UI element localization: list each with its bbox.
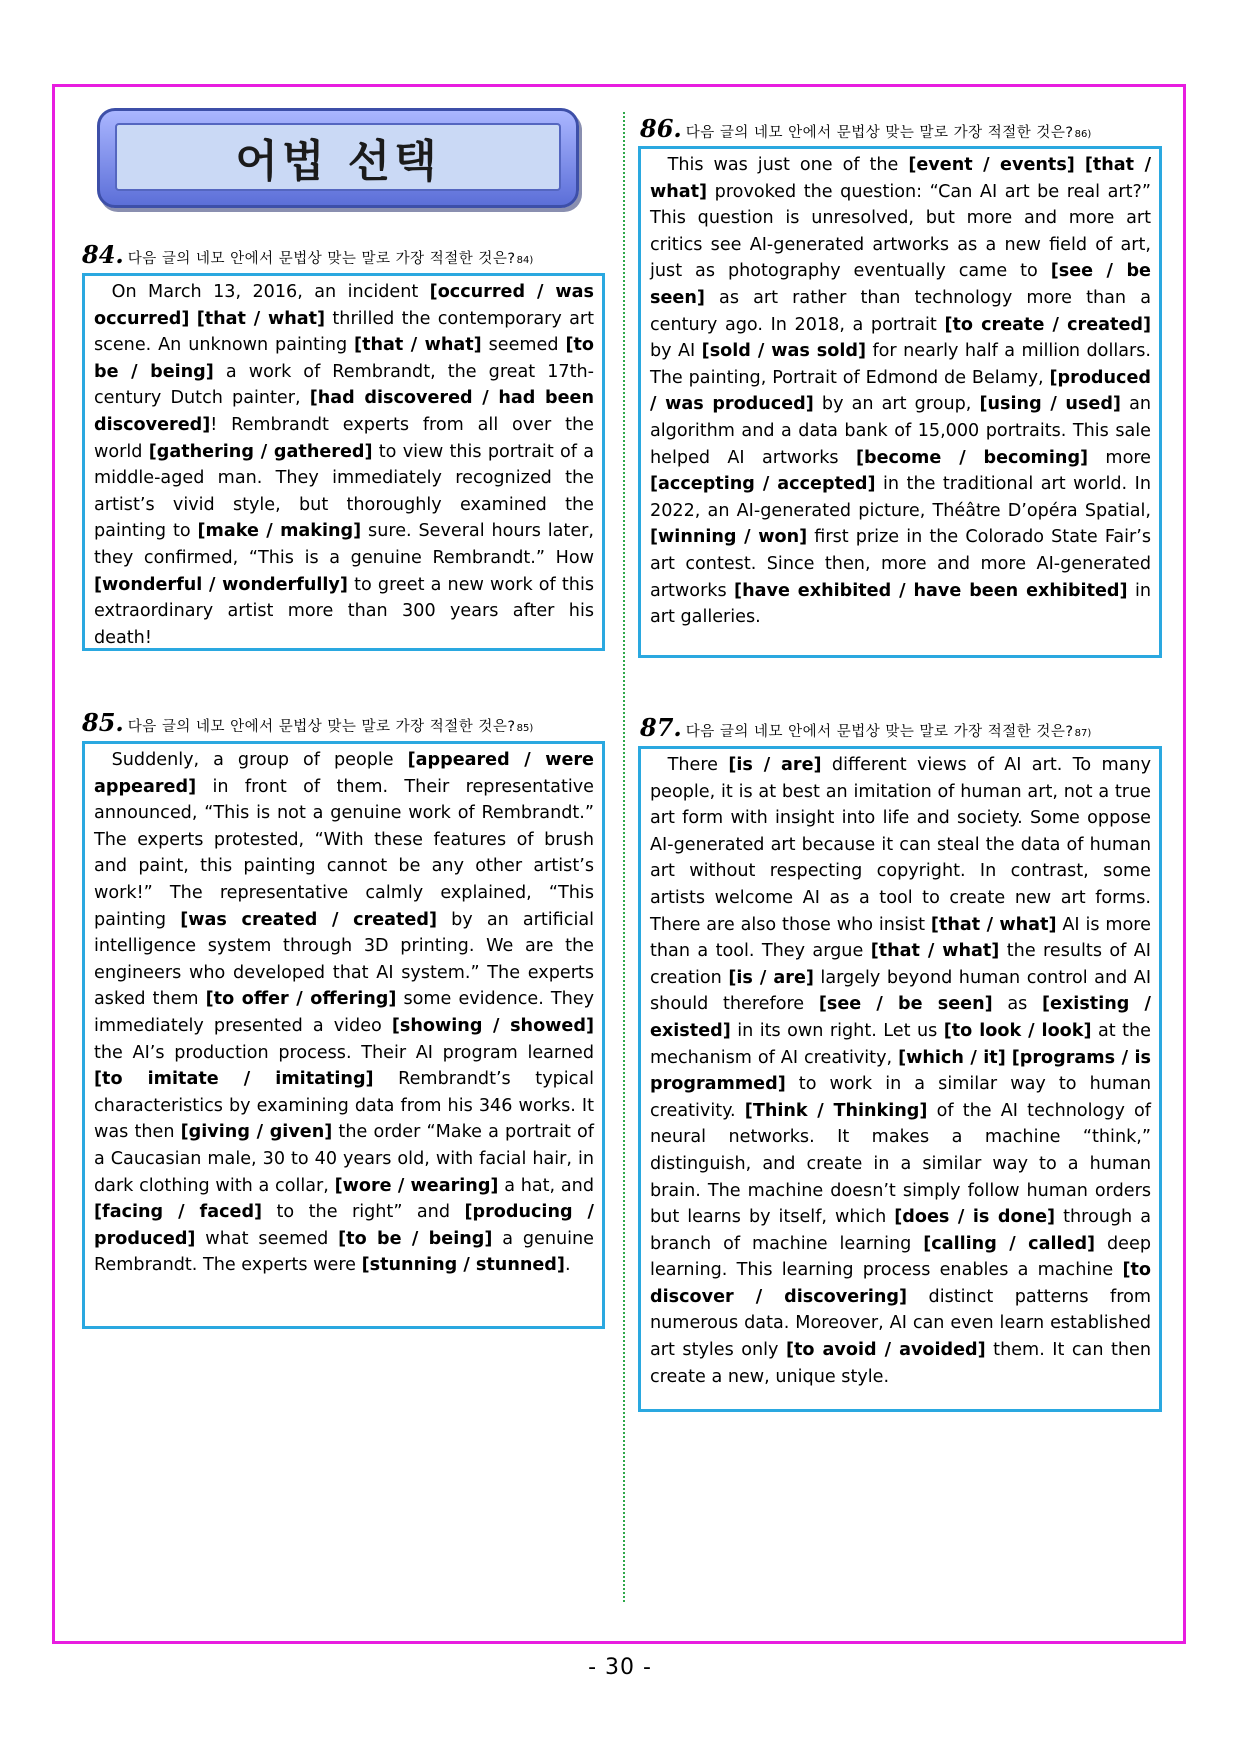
passage-text: Rembrandt’s typical characteristics by examining data from his 346 works. It was then xyxy=(94,1069,595,1143)
grammar-choice: [accepting / accepted] xyxy=(650,474,876,495)
passage-text xyxy=(1075,155,1085,175)
passage-text: them. It can then create a new, unique style. xyxy=(650,1340,1151,1387)
question-85-passage xyxy=(94,747,594,1279)
grammar-choice: [to look / look] xyxy=(943,1020,1092,1041)
grammar-choice: [programs / is programmed] xyxy=(650,1047,1151,1095)
grammar-choice: [existing / existed] xyxy=(650,994,1151,1041)
grammar-choice: [produced / was produced] xyxy=(650,367,1151,415)
question-prompt: 다음 글의 네모 안에서 문법상 맞는 말로 가장 적절한 것은? xyxy=(685,125,1074,141)
passage-text: distinct patterns from numerous data. Moreover, AI can even learn established art styles only xyxy=(650,1286,1152,1361)
section-title-banner xyxy=(97,108,579,208)
footnote-marker: 84) xyxy=(516,255,534,266)
grammar-choice: [to be / being] xyxy=(94,335,594,382)
passage-text: in front of them. Their representative announced, “This is not a genuine work of Rembrandt.” The experts protested, “With these features of brush and paint, this painting cannot be any other artist’s work!” The representative calmly explained, “This painting xyxy=(94,776,594,930)
grammar-choice: [is / are] xyxy=(728,755,822,775)
passage-text: first prize in the Colorado State Fair’s art contest. Since then, more and more AI-generated artworks xyxy=(650,527,1151,601)
passage-text: ! Rembrandt experts from all over the world xyxy=(94,414,594,462)
passage-text: . xyxy=(564,1255,571,1276)
passage-text: in the traditional art world. In 2022, an AI-generated picture, Théâtre D’opéra Spatial, xyxy=(650,474,1151,521)
grammar-choice: [appeared / were appeared] xyxy=(94,750,594,797)
passage-text: deep learning. This learning process enables a machine xyxy=(650,1233,1151,1281)
grammar-choice: [that / what] xyxy=(196,308,326,329)
passage-text: to greet a new work of this extraordinary artist more than 300 years after his death! xyxy=(94,574,594,648)
grammar-choice: [make / making] xyxy=(197,521,362,542)
grammar-choice: [giving / given] xyxy=(180,1122,333,1143)
grammar-choice: [was created / created] xyxy=(180,909,437,930)
passage-text: a genuine Rembrandt. The experts were xyxy=(94,1228,594,1276)
page-number: - 30 - xyxy=(588,1655,652,1680)
passage-text: by an artificial intelligence system through 3D printing. We are the engineers who developed that AI system.” The experts asked them xyxy=(94,909,594,1010)
grammar-choice: [stunning / stunned] xyxy=(361,1255,565,1276)
grammar-choice: [winning / won] xyxy=(650,527,808,548)
passage-text: sure. Several hours later, they confirmed, “This is a genuine Rembrandt.” How xyxy=(94,521,594,568)
footnote-marker: 86) xyxy=(1074,129,1092,140)
question-prompt: 다음 글의 네모 안에서 문법상 맞는 말로 가장 적절한 것은? xyxy=(127,251,516,267)
passage-text: by AI xyxy=(650,341,702,362)
passage-text: in art galleries. xyxy=(650,580,1151,628)
question-84-passage-box xyxy=(82,273,605,651)
question-number: 87. xyxy=(640,713,682,742)
passage-text: as xyxy=(992,994,1042,1015)
passage-text: Suddenly, a group of people xyxy=(111,750,408,770)
question-number: 84. xyxy=(82,240,124,269)
passage-text: seemed xyxy=(481,335,566,356)
passage-text: to view this portrait of a middle-aged man. They immediately recognized the artist’s vivid style, but thoroughly examined the painting to xyxy=(94,441,594,542)
passage-text: what seemed xyxy=(195,1228,339,1249)
grammar-choice: [to be / being] xyxy=(338,1228,493,1249)
passage-text: AI is more than a tool. They argue xyxy=(650,914,1151,962)
passage-text: at the mechanism of AI creativity, xyxy=(650,1020,1151,1068)
grammar-choice: [which / it] xyxy=(898,1047,1006,1068)
question-87-passage-box xyxy=(638,746,1162,1412)
question-86-heading xyxy=(640,114,1091,148)
question-84-passage xyxy=(94,279,594,651)
grammar-choice: [that / what] xyxy=(870,941,1000,962)
grammar-choice: [Think / Thinking] xyxy=(744,1100,928,1121)
passage-text: provoked the question: “Can AI art be real art?” This question is unresolved, but more and more art critics see AI-generated artworks as a new field of art, just as photography eventually came to xyxy=(650,181,1151,282)
passage-text: more xyxy=(1088,447,1152,468)
grammar-choice: [to create / created] xyxy=(944,314,1152,335)
grammar-choice: [calling / called] xyxy=(923,1233,1096,1254)
passage-text: of the AI technology of neural networks. It makes a machine “think,” distinguish, and create in a similar way to a human brain. The machine doesn’t simply follow human orders but learns by itself, which xyxy=(650,1100,1151,1228)
grammar-choice: [have exhibited / have been exhibited] xyxy=(734,580,1128,601)
column-divider xyxy=(623,112,625,1602)
grammar-choice: [sold / was sold] xyxy=(701,341,867,362)
passage-text: a hat, and xyxy=(498,1175,594,1196)
passage-text: thrilled the contemporary art scene. An unknown painting xyxy=(94,308,594,356)
grammar-choice: [that / what] xyxy=(930,914,1057,935)
passage-text: as art rather than technology more than a century ago. In 2018, a portrait xyxy=(650,287,1151,335)
passage-text: through a branch of machine learning xyxy=(650,1207,1151,1254)
grammar-choice: [to offer / offering] xyxy=(205,989,397,1010)
question-84-heading xyxy=(82,240,533,274)
grammar-choice: [gathering / gathered] xyxy=(148,441,373,462)
passage-text: largely beyond human control and AI should therefore xyxy=(650,967,1152,1015)
grammar-choice: [showing / showed] xyxy=(391,1015,594,1036)
grammar-choice: [had discovered / had been discovered] xyxy=(94,388,595,435)
question-86-passage-box xyxy=(638,146,1162,658)
grammar-choice: [see / be seen] xyxy=(650,261,1151,308)
grammar-choice: [does / is done] xyxy=(894,1207,1056,1228)
section-title: 어법 선택 xyxy=(235,136,441,187)
passage-text: a work of Rembrandt, the great 17th-century Dutch painter, xyxy=(94,361,595,409)
passage-text: the AI’s production process. Their AI program learned xyxy=(94,1042,594,1063)
question-87-passage xyxy=(650,752,1151,1390)
passage-text: in its own right. Let us xyxy=(730,1020,944,1041)
question-85-heading xyxy=(82,708,533,742)
grammar-choice: [event / events] xyxy=(908,155,1075,175)
passage-text: to work in a similar way to human creativity. xyxy=(650,1074,1151,1121)
question-prompt: 다음 글의 네모 안에서 문법상 맞는 말로 가장 적절한 것은? xyxy=(127,719,516,735)
footnote-marker: 85) xyxy=(516,723,534,734)
grammar-choice: [wonderful / wonderfully] xyxy=(94,574,348,595)
grammar-choice: [to discover / discovering] xyxy=(650,1260,1151,1307)
passage-text: some evidence. They immediately presented a video xyxy=(94,989,594,1036)
section-title-plate xyxy=(115,123,561,191)
grammar-choice: [is / are] xyxy=(728,967,814,988)
question-87-heading xyxy=(640,713,1091,747)
grammar-choice: [occurred / was occurred] xyxy=(94,282,594,329)
grammar-choice: [see / be seen] xyxy=(818,994,993,1015)
question-number: 86. xyxy=(640,114,682,143)
passage-text: by an art group, xyxy=(813,394,980,415)
grammar-choice: [producing / produced] xyxy=(94,1202,594,1249)
passage-text: for nearly half a million dollars. The painting, Portrait of Edmond de Belamy, xyxy=(650,341,1151,388)
grammar-choice: [that / what] xyxy=(650,155,1151,202)
grammar-choice: [to avoid / avoided] xyxy=(785,1340,986,1361)
grammar-choice: [facing / faced] xyxy=(94,1202,263,1223)
passage-text: the order “Make a portrait of a Caucasian male, 30 to 40 years old, with facial hair, in dark clothing with a collar, xyxy=(94,1122,594,1196)
grammar-choice: [using / used] xyxy=(979,394,1121,415)
grammar-choice: [wore / wearing] xyxy=(334,1175,499,1196)
question-85-passage-box xyxy=(82,741,605,1329)
grammar-choice: [that / what] xyxy=(354,335,482,356)
passage-text xyxy=(189,309,196,329)
passage-text: an algorithm and a data bank of 15,000 portraits. This sale helped AI artworks xyxy=(650,394,1152,468)
passage-text: the results of AI creation xyxy=(650,941,1151,988)
question-86-passage xyxy=(650,152,1151,631)
passage-text: This was just one of the xyxy=(667,155,909,175)
passage-text: different views of AI art. To many people, it is at best an imitation of human art, not a true art form with insight into life and society. Some oppose AI-generated art because it can steal the data of human art without respecting copyright. In contrast, some artists welcome AI as a tool to create new art forms. There are also those who insist xyxy=(650,755,1151,935)
passage-text: to the right” and xyxy=(262,1202,465,1223)
footnote-marker: 87) xyxy=(1074,728,1092,739)
passage-text: There xyxy=(667,755,729,775)
grammar-choice: [to imitate / imitating] xyxy=(94,1069,374,1090)
question-number: 85. xyxy=(82,708,124,737)
grammar-choice: [become / becoming] xyxy=(855,447,1089,468)
passage-text: On March 13, 2016, an incident xyxy=(111,282,430,302)
question-prompt: 다음 글의 네모 안에서 문법상 맞는 말로 가장 적절한 것은? xyxy=(685,724,1074,740)
